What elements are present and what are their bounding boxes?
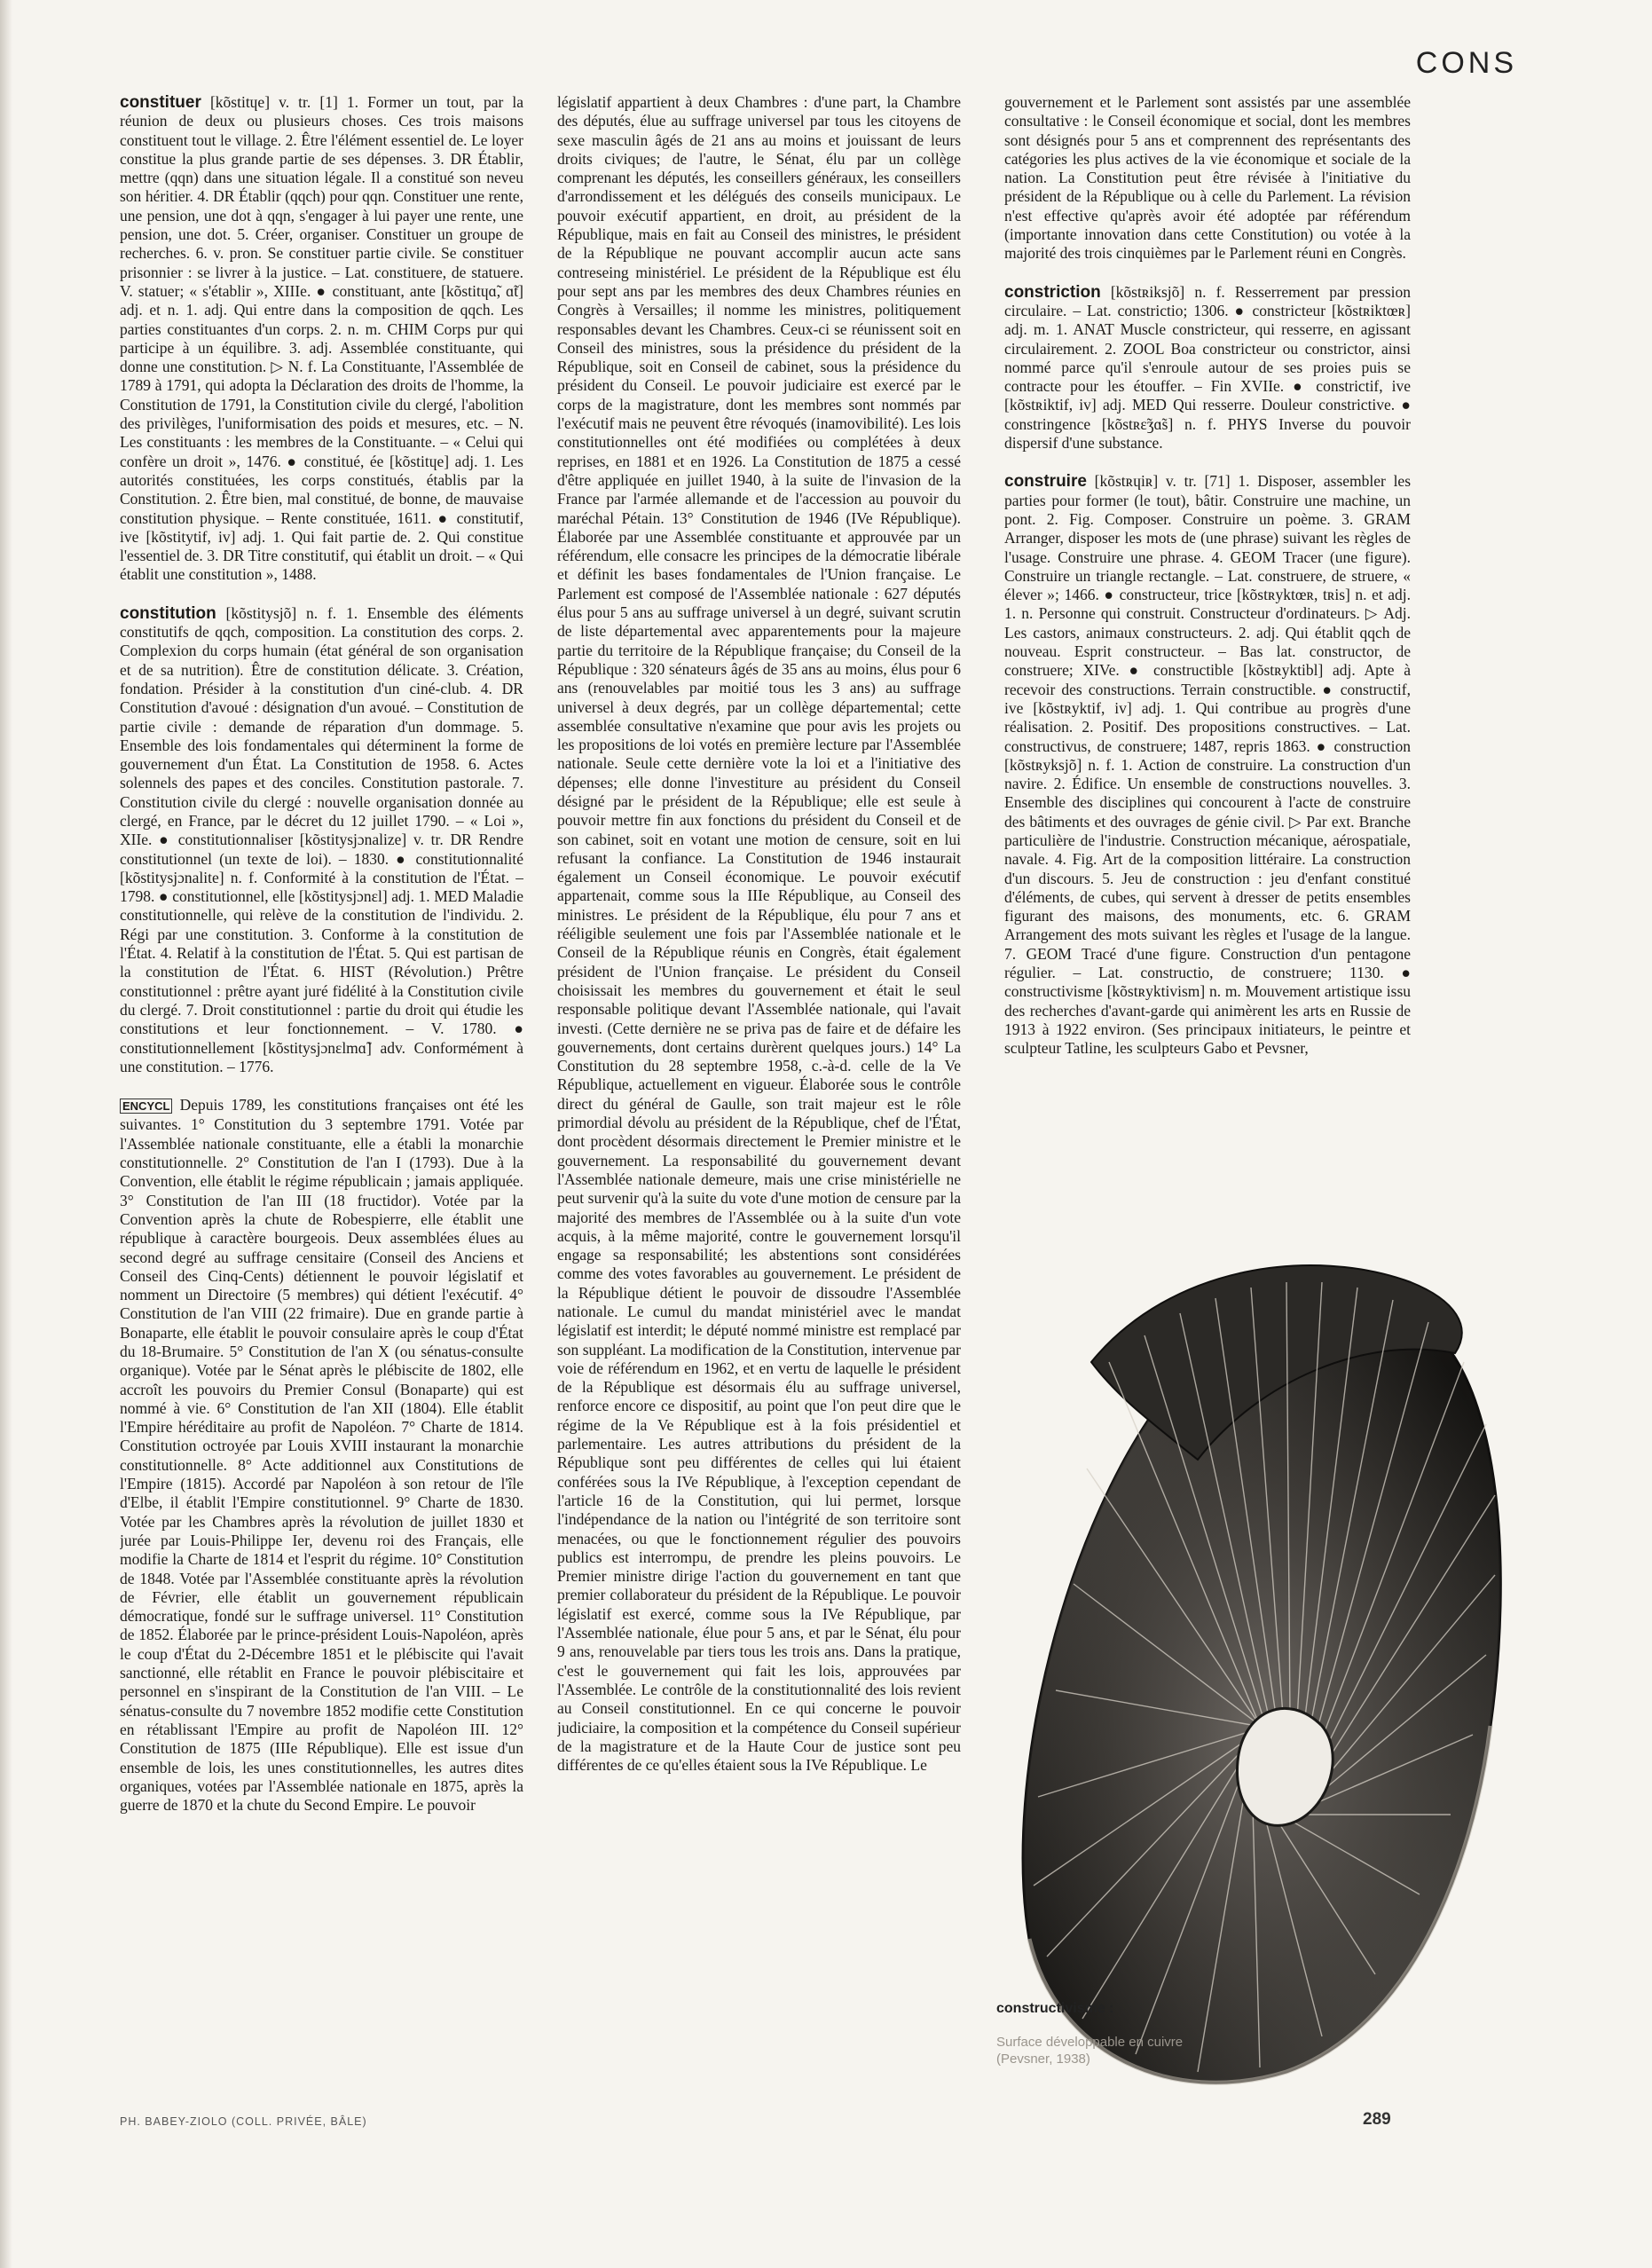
entry-body: [kõstitɥe] v. tr. [1] 1. Former un tout, par la réunion de deux ou plusieurs choses. Ces trois maisons constituent tout le village. 2. Être l'élément essentiel de. Le loyer constitue la plus grande partie de ses dépenses. 3. DR Établir, mettre (qqn) dans une situation légale. Il a constitué son neveu son héritier. 4. DR Établir (qqch) pour qqn. Constituer une rente, une pension, une dot à qqn, s'engager à lui payer une rente, une pension, une dot. 5. Créer, organiser. Constituer un groupe de recherches. 6. v. pron. Se constituer partie civile. Se constituer prisonnier : se livrer à la justice. – Lat. constituere, de statuere. V. statuer; « s'établir », XIIIe. ● constituant, ante [kõstitɥɑ̃, ɑ̃t] adj. et n. 1. adj. Qui entre dans la composition de qqch. Les parties constituantes d'un corps. 2. n. m. CHIM Corps pur qui participe à un équilibre. 3. adj. Assemblée constituante, qui donne une constitution. ▷ N. f. La Constituante, l'Assemblée de 1789 à 1791, qui adopta la Déclaration des droits de l'homme, la Constitution de 1791, la Constitution civile du clergé, l'abolition des privilèges, l'uniformisation des poids et mesures, etc. – N. Les constituants : les membres de la Constituante. – « Celui qui confère un droit », 1476. ● constitué, ée [kõstitɥe] adj. 1. Les autorités constituées, les corps constitués, établis par la Constitution. 2. Être bien, mal constitué, de bonne, de mauvaise constitution physique. – Rente constituée, 1611. ● constitutif, ive [kõstitytif, iv] adj. 1. Qui fait partie de. 2. Qui constitue l'essentiel de. 3. DR Titre constitutif, qui établit un droit. – « Qui établit une constitution », 1488.	[120, 93, 523, 584]
headword: constituer	[120, 93, 201, 112]
photo-credit: PH. BABEY-ZIOLO (COLL. PRIVÉE, BÂLE)	[120, 2115, 367, 2128]
encyclopedic-note-continued	[557, 93, 961, 1775]
text-column-1	[120, 93, 523, 2107]
headword: construire	[1004, 472, 1087, 492]
text-column-3	[1004, 93, 1411, 1216]
figure-title: constructivisme :	[996, 2001, 1114, 2016]
entry-construire	[1004, 472, 1411, 1058]
entry-body: [kõstʀiksjõ] n. f. Resserrement par pression circulaire. – Lat. constrictio; 1306. ● constricteur [kõstʀiktœʀ] adj. m. 1. ANAT Muscle constricteur, qui resserre, en agissant circulairement. 2. ZOOL Boa constricteur ou constrictor, ainsi nommé parce qu'il s'enroule autour de ses proies puis se contracte pour les étouffer. – Fin XVIIe. ● constrictif, ive [kõstʀiktif, iv] adj. MED Qui resserre. Douleur constrictive. ● constringence [kõstʀɛ̃ʒɑ̃s] n. f. PHYS Inverse du pouvoir dispersif d'une substance.	[1004, 282, 1411, 453]
encyclopedic-note	[120, 1096, 523, 1815]
entry-body: [kõstitysjõ] n. f. 1. Ensemble des éléments constitutifs de qqch, composition. La constitution des corps. 2. Complexion du corps humain (état général de son organisation et de sa nutrition). Être de constitution délicate. 3. Création, fondation. Présider à la constitution d'un ciné-club. 4. DR Constitution d'avoué : désignation d'un avoué. – Constitution de partie civile : demande de réparation d'un dommage. 5. Ensemble des lois fondamentales qui déterminent la forme de gouvernement d'un État. La Constitution de 1958. 6. Actes solennels des papes et des conciles. Constitution pastorale. 7. Constitution civile du clergé : nouvelle organisation donnée au clergé, en France, par le décret du 12 juillet 1790. – « Loi », XIIe. ● constitutionnaliser [kõstitysjɔnalize] v. tr. DR Rendre constitutionnel (un texte de loi). – 1830. ● constitutionnalité [kõstitysjɔnalite] n. f. Conformité à la constitution de l'État. – 1798. ● constitutionnel, elle [kõstitysjɔnɛl] adj. 1. MED Maladie constitutionnelle, qui relève de la constitution de l'individu. 2. Régi par une constitution. 3. Conforme à la constitution de l'État. 4. Relatif à la constitution de l'État. 5. Qui est partisan de la constitution de l'État. 6. HIST (Révolution.) Prêtre constitutionnel : prêtre ayant juré fidélité à la Constitution civile du clergé. 7. Droit constitutionnel : partie du droit qui étudie les constitutions et leur fonctionnement. – V. 1780. ● constitutionnellement [kõstitysjɔnɛlmɑ̃] adv. Conformément à une constitution. – 1776.	[120, 603, 523, 1075]
page-edge-shadow	[0, 0, 12, 2268]
developable-surface-sculpture	[994, 1229, 1517, 2103]
headword: constitution	[120, 603, 216, 623]
encyclopedic-label: ENCYCL	[120, 1099, 172, 1114]
running-head: CONS	[1415, 46, 1517, 80]
headword: constriction	[1004, 282, 1101, 302]
entry-body: législatif appartient à deux Chambres : d'une part, la Chambre des députés, élue au suffrage universel par tous les citoyens de sexe masculin âgés de 21 ans au moins et jouissant de leurs droits civiques; de l'autre, le Sénat, élu par un collège comprenant les députés, les conseillers généraux, les conseillers d'arrondissement et les délégués des conseils municipaux. Le pouvoir exécutif appartient, en droit, au président de la République, mais en fait au Conseil des ministres, le président de la République ne pouvant accomplir aucun acte sans contreseing ministériel. Le président de la République est élu pour sept ans par les membres des deux Chambres réunies en Congrès à Versailles; il nomme les ministres, politiquement responsables devant les Chambres. Ceux-ci se réunissent soit en Conseil des ministres, sous la présidence du président de la République, soit en Conseil de cabinet, sous la présidence du président du Conseil. Le pouvoir judiciaire est exercé par le corps de la magistrature, dont les membres sont nommés par l'exécutif mais ne peuvent être révoqués (inamovibilité). Les lois constitutionnelles ont été modifiées ou complétées à deux reprises, en 1881 et en 1926. La Constitution de 1875 a cessé d'être appliquée en juillet 1940, à la suite de l'invasion de la France par l'armée allemande et de l'accession au pouvoir du maréchal Pétain. 13° Constitution de 1946 (IVe République). Élaborée par une Assemblée constituante et approuvée par un référendum, elle consacre les principes de la démocratie libérale et définit les bases fondamentales de l'Union française. Le Parlement est composé de l'Assemblée nationale : 627 députés élus pour 5 ans au suffrage universel à un degré, suivant scrutin de liste départemental avec apparentements pour la majeure partie du territoire de la République française; du Conseil de la République : 320 sénateurs âgés de 35 ans au moins, élus pour 6 ans (renouvelables par moitié tous les 3 ans) au suffrage universel à deux degrés, par un collège départemental; cette assemblée consultative n'examine que pour avis les projets ou les propositions de loi votés en première lecture par l'Assemblée nationale. Seule cette dernière vote la loi et a l'initiative des dépenses; elle donne l'investiture au président du Conseil désigné par le président de la République; elle est seule à pouvoir mettre fin aux fonctions du président du Conseil et de son cabinet, soit en votant une motion de censure, soit en lui refusant la confiance. La Constitution de 1946 instaurait également un Conseil économique. Le pouvoir exécutif appartenait, comme sous la IIIe République, au Conseil des ministres. Le président de la République, élu pour 7 ans et rééligible seulement une fois par l'Assemblée nationale et le Conseil de la République réunis en Congrès, était également président de l'Union française. Le président du Conseil choisissait les membres du gouvernement et était le seul responsable politique devant l'Assemblée nationale, qui l'avait investi. (Cette dernière ne se priva pas de faire et de défaire les gouvernements, dont certains durèrent quelques jours.) 14° La Constitution du 28 septembre 1958, c.-à-d. celle de la Ve République, actuellement en vigueur. Élaborée sous le contrôle direct du général de Gaulle, son trait majeur est le rôle primordial dévolu au président de la République, chef de l'État, dont procèdent désormais directement le Premier ministre et le gouvernement. La responsabilité du gouvernement devant l'Assemblée nationale demeure, mais une crise ministérielle ne peut survenir qu'à la suite du vote d'une motion de censure par la majorité des membres de l'Assemblée ou à la suite d'un vote acquis, à la même majorité, contre le gouvernement lorsqu'il engage sa responsabilité; les abstentions sont considérées comme des votes favorables au gouvernement. Le président de la République détient le pouvoir de dissoudre l'Assemblée nationale. Le cumul du mandat ministériel avec le mandat législatif est interdit; le député nommé ministre est remplacé par son suppléant. La modification de la Constitution, intervenue par voie de référendum en 1962, et en vertu de laquelle le président de la République est désormais élu au suffrage universel, renforce encore ce dispositif, au point que l'on peut dire que le régime de la Ve République est à la fois présidentiel et parlementaire. Les autres attributions du président de la République sont peu différentes de celles qui lui étaient conférées sous la IVe République, à l'exception cependant de l'article 16 de la Constitution, qui lui permet, lorsque l'indépendance de la nation ou l'intégrité de son territoire sont menacées, ou que le fonctionnement régulier des pouvoirs publics est interrompu, de prendre les pleins pouvoirs. Le Premier ministre dirige l'action du gouvernement en tant que premier collaborateur du président de la République. Le pouvoir législatif est exercé, comme sous la IVe République, par l'Assemblée nationale, élue pour 5 ans, et par le Sénat, élu pour 9 ans, renouvelable par tiers tous les trois ans. Dans la pratique, c'est le gouvernement qui fait les lois, approuvées par l'Assemblée. Le contrôle de la constitutionnalité des lois revient au Conseil constitutionnel. En ce qui concerne le pouvoir judiciaire, la composition et la compétence du Conseil supérieur de la magistrature et de la Haute Cour de justice sont peu différentes de ce qu'elles étaient sous la IVe République. Le	[557, 93, 961, 1775]
page-number: 289	[1363, 2110, 1391, 2129]
entry-body: Depuis 1789, les constitutions françaises ont été les suivantes. 1° Constitution du 3 septembre 1791. Votée par l'Assemblée nationale constituante, elle a établi la monarchie constitutionnelle. 2° Constitution de l'an I (1793). Due à la Convention, elle établit le régime républicain ; jamais appliquée. 3° Constitution de l'an III (18 fructidor). Votée par la Convention après la chute de Robespierre, elle établit une république à caractère bourgeois. Deux assemblées élues au second degré au suffrage censitaire (Conseil des Anciens et Conseil des Cinq-Cents) détiennent le pouvoir législatif et nomment un Directoire (5 membres) qui détient l'exécutif. 4° Constitution de l'an VIII (22 frimaire). Due en grande partie à Bonaparte, elle établit le pouvoir consulaire après le coup d'État du 18-Brumaire. 5° Constitution de l'an X (ou sénatus-consulte organique). Votée par le Sénat après le plébiscite de 1802, elle accroît les pouvoirs du Premier Consul (Bonaparte) qui est nommé à vie. 6° Constitution de l'an XII (1804). Elle établit l'Empire héréditaire au profit de Napoléon. 7° Charte de 1814. Constitution octroyée par Louis XVIII instaurant la monarchie constitutionnelle. 8° Acte additionnel aux Constitutions de l'Empire (1815). Accordé par Napoléon à son retour de l'île d'Elbe, il établit l'Empire constitutionnel. 9° Charte de 1830. Votée par les Chambres après la révolution de juillet 1830 et jurée par Louis-Philippe Ier, devenu roi des Français, elle modifie la Charte de 1814 et l'esprit du régime. 10° Constitution de 1848. Votée par l'Assemblée constituante après la révolution de Février, elle établit un gouvernement républicain démocratique, fondé sur le suffrage universel. 11° Constitution de 1852. Élaborée par le prince-président Louis-Napoléon, après le coup d'État du 2-Décembre 1851 et le plébiscite qui l'avait sanctionné, elle rétablit en France le pouvoir plébiscitaire et personnel en s'inspirant de la Constitution de l'an VIII. – Le sénatus-consulte du 7 novembre 1852 modifie cette Constitution en rétablissant l'Empire au profit de Napoléon III. 12° Constitution de 1875 (IIIe République). Elle est issue d'un ensemble de lois, les unes constitutionnelles, les autres dites organiques, votées par l'Assemblée nationale en 1875, après la guerre de 1870 et la chute du Second Empire. Le pouvoir	[120, 1096, 523, 1815]
entry-body: gouvernement et le Parlement sont assistés par une assemblée consultative : le Conseil économique et social, dont les membres sont désignés pour 5 ans et comprennent des représentants des catégories les plus actives de la vie économique et sociale de la nation. La Constitution peut être révisée à l'initiative du président de la République ou à celle du Parlement. La révision n'est effective qu'après avoir été adoptée par référendum (importante innovation dans cette Constitution) ou votée à la majorité des trois cinquièmes par le Parlement réuni en Congrès.	[1004, 93, 1411, 263]
text-column-2	[557, 93, 961, 2107]
entry-constriction	[1004, 283, 1411, 453]
encyclopedic-note-end	[1004, 93, 1411, 264]
entry-constitution	[120, 604, 523, 1076]
entry-body: [kõstʀɥiʀ] v. tr. [71] 1. Disposer, assembler les parties pour former (le tout), bâtir. Construire une machine, un pont. 2. Fig. Composer. Construire un poème. 3. GRAM Arranger, disposer les mots de (une phrase) suivant les règles de l'usage. Construire une phrase. 4. GEOM Tracer (une figure). Construire un triangle rectangle. – Lat. construere, de struere, « élever »; 1466. ● constructeur, trice [kõstʀyktœʀ, tʀis] n. et adj. 1. n. Personne qui construit. Constructeur d'ordinateurs. ▷ Adj. Les castors, animaux constructeurs. 2. adj. Qui établit qqch de nouveau. Esprit constructeur. – Bas lat. constructor, de construere; XIVe. ● constructible [kõstʀyktibl] adj. Apte à recevoir des constructions. Terrain constructible. ● constructif, ive [kõstʀyktif, iv] adj. 1. Qui contribue au progrès d'une réalisation. 2. Positif. Des propositions constructives. – Lat. constructivus, de construere; 1487, repris 1863. ● construction [kõstʀyksjõ] n. f. 1. Action de construire. La construction d'un navire. 2. Édifice. Un ensemble de constructions nouvelles. 3. Ensemble des disciplines qui concourent à l'acte de construire des bâtiments et des ouvrages de génie civil. ▷ Par ext. Branche particulière de l'industrie. Construction mécanique, aérospatiale, navale. 4. Fig. Art de la composition littéraire. La construction d'un discours. 5. Jeu de construction : jeu d'enfant constitué d'éléments, de cubes, qui servent à dresser de petits ensembles figurant des maisons, des monuments, etc. 6. GRAM Arrangement des mots suivant les règles et l'usage de la langue. 7. GEOM Tracé d'une figure. Construction d'un pentagone régulier. – Lat. constructio, de construere; 1130. ● constructivisme [kõstʀyktivism] n. m. Mouvement artistique issu des recherches d'avant-garde qui animèrent les arts en Russie de 1913 à 1922 environ. (Ses principaux initiateurs, le peintre et sculpteur Tatline, les sculpteurs Gabo et Pevsner,	[1004, 472, 1411, 1058]
figure-caption: Surface développable en cuivre (Pevsner, 1938)	[996, 2035, 1184, 2067]
entry-constituer	[120, 93, 523, 585]
sculpture-photo	[994, 1229, 1517, 2103]
